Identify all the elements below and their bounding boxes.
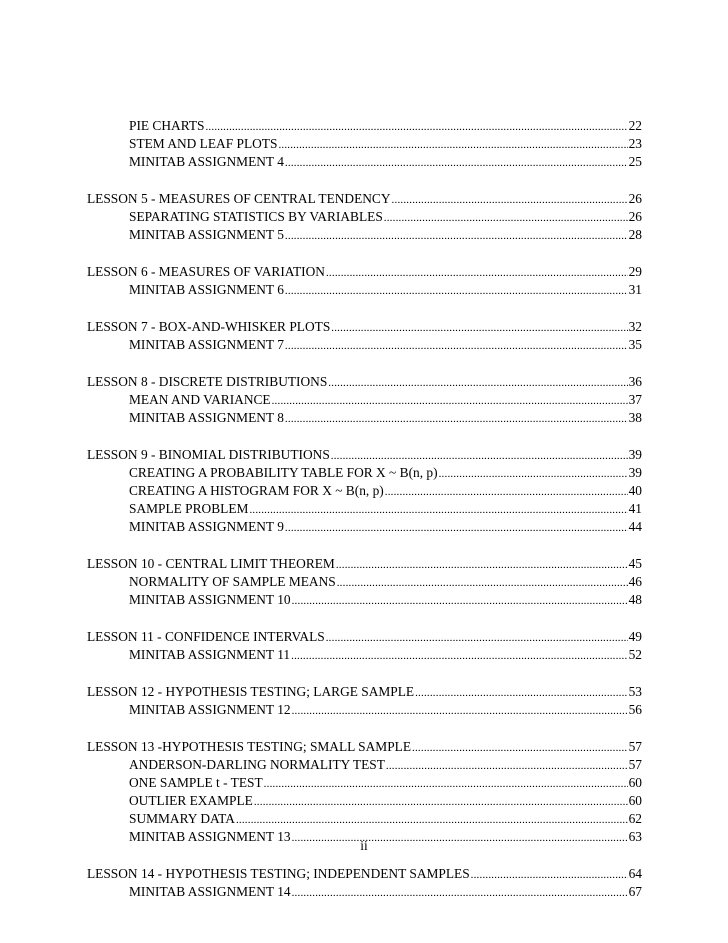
toc-group bbox=[87, 628, 642, 664]
dot-leader bbox=[285, 519, 628, 537]
dot-leader bbox=[415, 684, 628, 702]
toc-entry-page-number: 57 bbox=[628, 757, 642, 772]
toc-entry-title: MINITAB ASSIGNMENT 13 bbox=[129, 829, 291, 844]
toc-entry-page-number: 29 bbox=[628, 264, 642, 279]
toc-subentry[interactable] bbox=[87, 792, 642, 810]
toc-subentry[interactable] bbox=[87, 756, 642, 774]
toc-entry-page-number: 28 bbox=[628, 227, 642, 242]
dot-leader bbox=[291, 647, 627, 665]
toc-group bbox=[87, 263, 642, 299]
toc-subentry[interactable] bbox=[87, 646, 642, 664]
toc-entry-title: MINITAB ASSIGNMENT 8 bbox=[129, 410, 284, 425]
toc-lesson-entry[interactable] bbox=[87, 446, 642, 464]
toc-entry-page-number: 56 bbox=[628, 702, 642, 717]
toc-lesson-entry[interactable] bbox=[87, 738, 642, 756]
toc-entry-page-number: 60 bbox=[628, 775, 642, 790]
toc-entry-title: LESSON 5 - MEASURES OF CENTRAL TENDENCY bbox=[87, 191, 391, 206]
toc-entry-page-number: 67 bbox=[628, 884, 642, 899]
dot-leader bbox=[385, 483, 628, 501]
toc-entry-title: ONE SAMPLE t - TEST bbox=[129, 775, 263, 790]
dot-leader bbox=[278, 136, 627, 154]
dot-leader bbox=[285, 337, 628, 355]
toc-group bbox=[87, 190, 642, 244]
dot-leader bbox=[285, 154, 628, 172]
dot-leader bbox=[336, 556, 628, 574]
dot-leader bbox=[272, 392, 628, 410]
toc-entry-title: LESSON 10 - CENTRAL LIMIT THEOREM bbox=[87, 556, 335, 571]
toc-entry-title: LESSON 7 - BOX-AND-WHISKER PLOTS bbox=[87, 319, 331, 334]
toc-entry-page-number: 26 bbox=[628, 209, 642, 224]
dot-leader bbox=[392, 191, 628, 209]
toc-subentry[interactable] bbox=[87, 518, 642, 536]
toc-lesson-entry[interactable] bbox=[87, 628, 642, 646]
toc-lesson-entry[interactable] bbox=[87, 683, 642, 701]
toc-entry-page-number: 37 bbox=[628, 392, 642, 407]
dot-leader bbox=[331, 447, 628, 465]
toc-lesson-entry[interactable] bbox=[87, 263, 642, 281]
toc-entry-title: LESSON 9 - BINOMIAL DISTRIBUTIONS bbox=[87, 447, 330, 462]
toc-entry-title: LESSON 11 - CONFIDENCE INTERVALS bbox=[87, 629, 325, 644]
toc-entry-title: MINITAB ASSIGNMENT 11 bbox=[129, 647, 291, 662]
toc-entry-title: LESSON 8 - DISCRETE DISTRIBUTIONS bbox=[87, 374, 328, 389]
dot-leader bbox=[205, 118, 627, 136]
toc-group bbox=[87, 318, 642, 354]
toc-entry-title: MINITAB ASSIGNMENT 9 bbox=[129, 519, 284, 534]
toc-entry-title: MINITAB ASSIGNMENT 7 bbox=[129, 337, 284, 352]
toc-group bbox=[87, 373, 642, 427]
toc-subentry[interactable] bbox=[87, 391, 642, 409]
toc-entry-page-number: 22 bbox=[628, 118, 642, 133]
dot-leader bbox=[254, 793, 628, 811]
dot-leader bbox=[384, 209, 628, 227]
toc-entry-page-number: 39 bbox=[628, 465, 642, 480]
toc-entry-page-number: 38 bbox=[628, 410, 642, 425]
toc-entry-title: MINITAB ASSIGNMENT 14 bbox=[129, 884, 291, 899]
toc-entry-page-number: 31 bbox=[628, 282, 642, 297]
toc-entry-title: LESSON 14 - HYPOTHESIS TESTING; INDEPENDENT SAMPLES bbox=[87, 866, 470, 881]
toc-entry-title: MINITAB ASSIGNMENT 4 bbox=[129, 154, 284, 169]
toc-subentry[interactable] bbox=[87, 226, 642, 244]
toc-entry-page-number: 40 bbox=[628, 483, 642, 498]
dot-leader bbox=[292, 884, 628, 902]
toc-lesson-entry[interactable] bbox=[87, 373, 642, 391]
table-of-contents bbox=[87, 117, 642, 920]
toc-subentry[interactable] bbox=[87, 591, 642, 609]
toc-entry-page-number: 46 bbox=[628, 574, 642, 589]
dot-leader bbox=[331, 319, 627, 337]
toc-entry-page-number: 62 bbox=[628, 811, 642, 826]
toc-entry-page-number: 64 bbox=[628, 866, 642, 881]
toc-entry-page-number: 53 bbox=[628, 684, 642, 699]
dot-leader bbox=[285, 282, 628, 300]
toc-entry-page-number: 49 bbox=[628, 629, 642, 644]
toc-entry-title: CREATING A PROBABILITY TABLE FOR X ~ B(n, p) bbox=[129, 465, 438, 480]
toc-subentry[interactable] bbox=[87, 573, 642, 591]
dot-leader bbox=[326, 629, 628, 647]
toc-subentry[interactable] bbox=[87, 117, 642, 135]
toc-entry-title: SUMMARY DATA bbox=[129, 811, 235, 826]
toc-subentry[interactable] bbox=[87, 208, 642, 226]
toc-entry-page-number: 63 bbox=[628, 829, 642, 844]
dot-leader bbox=[236, 811, 628, 829]
toc-entry-title: ANDERSON-DARLING NORMALITY TEST bbox=[129, 757, 385, 772]
toc-entry-page-number: 25 bbox=[628, 154, 642, 169]
toc-entry-page-number: 60 bbox=[628, 793, 642, 808]
dot-leader bbox=[264, 775, 628, 793]
toc-entry-title: SEPARATING STATISTICS BY VARIABLES bbox=[129, 209, 383, 224]
toc-entry-title: LESSON 13 -HYPOTHESIS TESTING; SMALL SAMPLE bbox=[87, 739, 412, 754]
dot-leader bbox=[328, 374, 627, 392]
toc-entry-title: NORMALITY OF SAMPLE MEANS bbox=[129, 574, 336, 589]
dot-leader bbox=[285, 410, 628, 428]
toc-entry-page-number: 36 bbox=[628, 374, 642, 389]
toc-entry-title: LESSON 6 - MEASURES OF VARIATION bbox=[87, 264, 325, 279]
toc-lesson-entry[interactable] bbox=[87, 555, 642, 573]
toc-subentry[interactable] bbox=[87, 774, 642, 792]
toc-entry-title: MINITAB ASSIGNMENT 5 bbox=[129, 227, 284, 242]
toc-entry-page-number: 23 bbox=[628, 136, 642, 151]
dot-leader bbox=[326, 264, 628, 282]
toc-entry-title: LESSON 12 - HYPOTHESIS TESTING; LARGE SAMPLE bbox=[87, 684, 415, 699]
toc-entry-title: STEM AND LEAF PLOTS bbox=[129, 136, 278, 151]
dot-leader bbox=[386, 757, 628, 775]
toc-subentry[interactable] bbox=[87, 281, 642, 299]
toc-lesson-entry[interactable] bbox=[87, 318, 642, 336]
toc-subentry[interactable] bbox=[87, 464, 642, 482]
toc-group bbox=[87, 446, 642, 536]
dot-leader bbox=[285, 227, 628, 245]
toc-group bbox=[87, 865, 642, 901]
toc-subentry[interactable] bbox=[87, 153, 642, 171]
toc-entry-page-number: 26 bbox=[628, 191, 642, 206]
toc-entry-page-number: 32 bbox=[628, 319, 642, 334]
page-number: ii bbox=[360, 838, 368, 853]
toc-subentry[interactable] bbox=[87, 482, 642, 500]
dot-leader bbox=[292, 702, 628, 720]
dot-leader bbox=[471, 866, 628, 884]
toc-entry-page-number: 39 bbox=[628, 447, 642, 462]
toc-entry-title: CREATING A HISTOGRAM FOR X ~ B(n, p) bbox=[129, 483, 384, 498]
toc-group bbox=[87, 683, 642, 719]
toc-entry-title: SAMPLE PROBLEM bbox=[129, 501, 249, 516]
toc-subentry[interactable] bbox=[87, 409, 642, 427]
toc-group bbox=[87, 555, 642, 609]
toc-subentry[interactable] bbox=[87, 500, 642, 518]
toc-entry-title: MINITAB ASSIGNMENT 12 bbox=[129, 702, 291, 717]
toc-entry-page-number: 52 bbox=[628, 647, 642, 662]
dot-leader bbox=[412, 739, 628, 757]
toc-subentry[interactable] bbox=[87, 701, 642, 719]
toc-group bbox=[87, 738, 642, 846]
toc-entry-title: MINITAB ASSIGNMENT 10 bbox=[129, 592, 291, 607]
toc-entry-page-number: 44 bbox=[628, 519, 642, 534]
toc-entry-page-number: 35 bbox=[628, 337, 642, 352]
toc-entry-title: OUTLIER EXAMPLE bbox=[129, 793, 253, 808]
dot-leader bbox=[337, 574, 628, 592]
toc-subentry[interactable] bbox=[87, 883, 642, 901]
toc-entry-page-number: 57 bbox=[628, 739, 642, 754]
toc-subentry[interactable] bbox=[87, 135, 642, 153]
toc-group bbox=[87, 117, 642, 171]
toc-entry-page-number: 48 bbox=[628, 592, 642, 607]
dot-leader bbox=[292, 592, 628, 610]
toc-subentry[interactable] bbox=[87, 336, 642, 354]
toc-lesson-entry[interactable] bbox=[87, 190, 642, 208]
toc-entry-title: PIE CHARTS bbox=[129, 118, 205, 133]
toc-lesson-entry[interactable] bbox=[87, 865, 642, 883]
dot-leader bbox=[439, 465, 628, 483]
dot-leader bbox=[249, 501, 627, 519]
toc-entry-title: MEAN AND VARIANCE bbox=[129, 392, 271, 407]
toc-entry-page-number: 41 bbox=[628, 501, 642, 516]
toc-subentry[interactable] bbox=[87, 810, 642, 828]
toc-entry-page-number: 45 bbox=[628, 556, 642, 571]
toc-entry-title: MINITAB ASSIGNMENT 6 bbox=[129, 282, 284, 297]
